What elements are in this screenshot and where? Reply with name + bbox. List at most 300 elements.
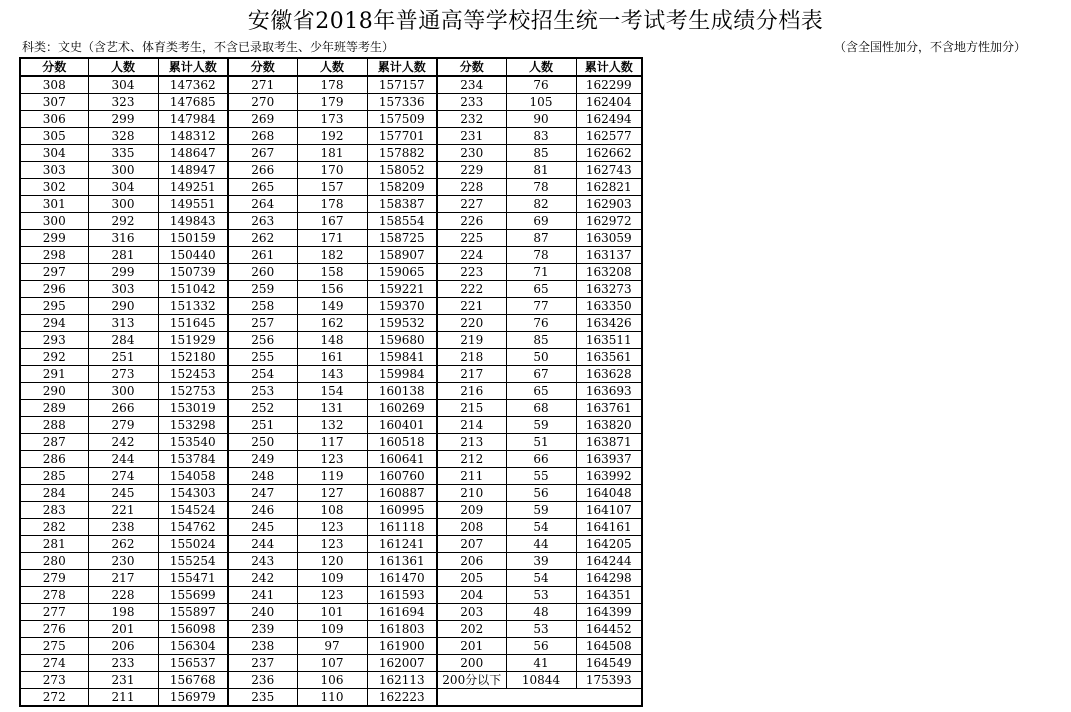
cell-cumulative: 149551 [158,196,228,213]
cell-count: 132 [297,417,367,434]
cell-cumulative: 147685 [158,94,228,111]
cell-cumulative: 155699 [158,587,228,604]
header-score: 分数 [437,58,506,76]
cell-cumulative: 149843 [158,213,228,230]
cell-count: 181 [297,145,367,162]
cell-count: 109 [297,570,367,587]
cell-cumulative: 162494 [576,111,642,128]
cell-score: 290 [20,383,88,400]
cell-score: 294 [20,315,88,332]
cell-score: 259 [228,281,297,298]
cell-count: 117 [297,434,367,451]
cell-count: 65 [506,383,576,400]
cell-cumulative: 163628 [576,366,642,383]
table-row [20,638,642,655]
table-body [20,76,642,706]
table-row [20,383,642,400]
table-row [20,349,642,366]
cell-score: 297 [20,264,88,281]
cell-count: 313 [88,315,158,332]
cell-count: 76 [506,76,576,94]
cell-count: 148 [297,332,367,349]
cell-cumulative: 158387 [367,196,437,213]
cell-cumulative: 156979 [158,689,228,707]
cell-count: 123 [297,519,367,536]
cell-score: 227 [437,196,506,213]
cell-cumulative: 163426 [576,315,642,332]
cell-cumulative: 161694 [367,604,437,621]
cell-cumulative: 156304 [158,638,228,655]
cell-cumulative: 161593 [367,587,437,604]
cell-count: 109 [297,621,367,638]
cell-score: 301 [20,196,88,213]
cell-count: 192 [297,128,367,145]
cell-cumulative: 152453 [158,366,228,383]
cell-count: 299 [88,264,158,281]
cell-cumulative: 162662 [576,145,642,162]
cell-count: 106 [297,672,367,689]
cell-cumulative: 159221 [367,281,437,298]
cell-cumulative: 156537 [158,655,228,672]
cell-score: 235 [228,689,297,707]
cell-score: 236 [228,672,297,689]
header-count: 人数 [506,58,576,76]
cell-cumulative: 154058 [158,468,228,485]
cell-count: 300 [88,383,158,400]
cell-count: 173 [297,111,367,128]
cell-count: 233 [88,655,158,672]
table-row [20,76,642,94]
cell-score: 296 [20,281,88,298]
cell-cumulative: 160269 [367,400,437,417]
cell-cumulative: 163350 [576,298,642,315]
cell-cumulative: 163059 [576,230,642,247]
cell-cumulative: 162743 [576,162,642,179]
cell-cumulative: 160641 [367,451,437,468]
cell-score: 245 [228,519,297,536]
cell-cumulative: 161470 [367,570,437,587]
cell-count: 304 [88,179,158,196]
cell-count: 44 [506,536,576,553]
cell-count: 123 [297,587,367,604]
cell-cumulative: 163561 [576,349,642,366]
empty-cell [437,689,506,707]
cell-count: 54 [506,570,576,587]
cell-cumulative: 163208 [576,264,642,281]
cell-score: 289 [20,400,88,417]
cell-count: 198 [88,604,158,621]
cell-score: 271 [228,76,297,94]
header-cumulative: 累计人数 [367,58,437,76]
cell-score: 277 [20,604,88,621]
cell-cumulative: 163820 [576,417,642,434]
cell-count: 178 [297,76,367,94]
cell-cumulative: 157509 [367,111,437,128]
cell-count: 54 [506,519,576,536]
cell-cumulative: 150159 [158,230,228,247]
header-score: 分数 [228,58,297,76]
table-row [20,519,642,536]
cell-cumulative: 162223 [367,689,437,707]
cell-cumulative: 160760 [367,468,437,485]
cell-cumulative: 157882 [367,145,437,162]
table-row [20,604,642,621]
cell-score: 247 [228,485,297,502]
cell-score: 260 [228,264,297,281]
cell-cumulative: 151929 [158,332,228,349]
cell-cumulative: 163937 [576,451,642,468]
header-count: 人数 [297,58,367,76]
empty-cell [506,689,576,707]
cell-score: 299 [20,230,88,247]
cell-score: 280 [20,553,88,570]
table-row [20,230,642,247]
cell-count: 81 [506,162,576,179]
cell-score: 275 [20,638,88,655]
cell-score: 216 [437,383,506,400]
cell-score: 282 [20,519,88,536]
cell-count: 101 [297,604,367,621]
cell-count: 170 [297,162,367,179]
cell-count: 119 [297,468,367,485]
cell-cumulative: 162972 [576,213,642,230]
table-row [20,400,642,417]
cell-cumulative: 162903 [576,196,642,213]
cell-cumulative: 162113 [367,672,437,689]
cell-cumulative: 154762 [158,519,228,536]
cell-cumulative: 152753 [158,383,228,400]
cell-cumulative: 164508 [576,638,642,655]
cell-score: 206 [437,553,506,570]
cell-cumulative: 164549 [576,655,642,672]
cell-count: 67 [506,366,576,383]
cell-score: 238 [228,638,297,655]
cell-count: 304 [88,76,158,94]
cell-count: 299 [88,111,158,128]
cell-cumulative: 164298 [576,570,642,587]
cell-cumulative: 164161 [576,519,642,536]
cell-count: 251 [88,349,158,366]
cell-score: 298 [20,247,88,264]
cell-score: 300 [20,213,88,230]
header-cumulative: 累计人数 [158,58,228,76]
cell-score: 253 [228,383,297,400]
cell-cumulative: 163511 [576,332,642,349]
cell-score: 237 [228,655,297,672]
table-row [20,417,642,434]
table-row [20,621,642,638]
header-count: 人数 [88,58,158,76]
cell-count: 157 [297,179,367,196]
cell-count: 107 [297,655,367,672]
cell-count: 51 [506,434,576,451]
cell-score: 225 [437,230,506,247]
cell-count: 65 [506,281,576,298]
cell-score: 283 [20,502,88,519]
cell-count: 290 [88,298,158,315]
cell-count: 161 [297,349,367,366]
cell-cumulative: 157701 [367,128,437,145]
cell-score: 274 [20,655,88,672]
cell-count: 97 [297,638,367,655]
cell-score: 272 [20,689,88,707]
cell-score: 207 [437,536,506,553]
cell-count: 323 [88,94,158,111]
cell-cumulative: 150739 [158,264,228,281]
cell-count: 59 [506,417,576,434]
cell-score: 226 [437,213,506,230]
table-row [20,298,642,315]
cell-score: 281 [20,536,88,553]
table-row [20,689,642,707]
cell-score: 205 [437,570,506,587]
cell-count: 123 [297,451,367,468]
cell-cumulative: 153784 [158,451,228,468]
cell-cumulative: 147362 [158,76,228,94]
cell-score: 224 [437,247,506,264]
cell-score: 285 [20,468,88,485]
cell-score: 239 [228,621,297,638]
cell-score: 214 [437,417,506,434]
cell-score: 200分以下 [437,672,506,689]
cell-cumulative: 162577 [576,128,642,145]
cell-score: 203 [437,604,506,621]
bonus-note: （含全国性加分，不含地方性加分） [833,40,1026,54]
cell-score: 254 [228,366,297,383]
cell-score: 288 [20,417,88,434]
cell-count: 171 [297,230,367,247]
cell-score: 287 [20,434,88,451]
cell-score: 306 [20,111,88,128]
cell-cumulative: 155254 [158,553,228,570]
cell-cumulative: 156768 [158,672,228,689]
cell-count: 300 [88,196,158,213]
page-title: 安徽省2018年普通高等学校招生统一考试考生成绩分档表 [247,9,824,34]
table-row [20,196,642,213]
cell-count: 39 [506,553,576,570]
cell-count: 273 [88,366,158,383]
cell-score: 303 [20,162,88,179]
cell-cumulative: 160887 [367,485,437,502]
table-row [20,502,642,519]
cell-score: 257 [228,315,297,332]
cell-count: 105 [506,94,576,111]
cell-count: 127 [297,485,367,502]
cell-score: 219 [437,332,506,349]
cell-count: 87 [506,230,576,247]
cell-count: 53 [506,587,576,604]
cell-count: 10844 [506,672,576,689]
cell-count: 55 [506,468,576,485]
cell-count: 90 [506,111,576,128]
table-row [20,162,642,179]
cell-count: 41 [506,655,576,672]
cell-score: 291 [20,366,88,383]
cell-count: 274 [88,468,158,485]
cell-score: 244 [228,536,297,553]
cell-score: 228 [437,179,506,196]
cell-count: 328 [88,128,158,145]
cell-score: 201 [437,638,506,655]
cell-cumulative: 150440 [158,247,228,264]
cell-count: 179 [297,94,367,111]
cell-score: 266 [228,162,297,179]
cell-score: 200 [437,655,506,672]
cell-score: 213 [437,434,506,451]
cell-score: 242 [228,570,297,587]
subject-category: 科类：文史（含艺术、体育类考生，不含已录取考生、少年班等考生） [22,40,395,54]
cell-count: 162 [297,315,367,332]
cell-cumulative: 159680 [367,332,437,349]
cell-score: 307 [20,94,88,111]
cell-cumulative: 163992 [576,468,642,485]
cell-cumulative: 158554 [367,213,437,230]
table-row [20,111,642,128]
cell-score: 261 [228,247,297,264]
table-row [20,451,642,468]
cell-score: 252 [228,400,297,417]
table-row [20,672,642,689]
cell-score: 284 [20,485,88,502]
cell-count: 85 [506,332,576,349]
cell-count: 77 [506,298,576,315]
cell-score: 251 [228,417,297,434]
cell-count: 156 [297,281,367,298]
cell-count: 108 [297,502,367,519]
cell-cumulative: 160138 [367,383,437,400]
cell-count: 244 [88,451,158,468]
cell-count: 262 [88,536,158,553]
cell-score: 273 [20,672,88,689]
cell-score: 212 [437,451,506,468]
cell-score: 262 [228,230,297,247]
cell-score: 276 [20,621,88,638]
cell-cumulative: 164048 [576,485,642,502]
cell-count: 303 [88,281,158,298]
cell-cumulative: 155471 [158,570,228,587]
cell-count: 292 [88,213,158,230]
cell-cumulative: 175393 [576,672,642,689]
cell-cumulative: 151042 [158,281,228,298]
cell-score: 222 [437,281,506,298]
cell-count: 284 [88,332,158,349]
cell-count: 238 [88,519,158,536]
cell-cumulative: 157157 [367,76,437,94]
cell-score: 233 [437,94,506,111]
cell-cumulative: 161241 [367,536,437,553]
cell-cumulative: 164351 [576,587,642,604]
cell-count: 78 [506,179,576,196]
cell-count: 66 [506,451,576,468]
cell-count: 217 [88,570,158,587]
cell-cumulative: 158209 [367,179,437,196]
table-row [20,94,642,111]
cell-cumulative: 161361 [367,553,437,570]
cell-count: 110 [297,689,367,707]
cell-cumulative: 155897 [158,604,228,621]
cell-cumulative: 159532 [367,315,437,332]
cell-score: 269 [228,111,297,128]
cell-cumulative: 163693 [576,383,642,400]
cell-cumulative: 158052 [367,162,437,179]
cell-count: 143 [297,366,367,383]
cell-cumulative: 158725 [367,230,437,247]
cell-cumulative: 155024 [158,536,228,553]
cell-count: 78 [506,247,576,264]
cell-score: 265 [228,179,297,196]
cell-score: 256 [228,332,297,349]
cell-cumulative: 162299 [576,76,642,94]
cell-count: 279 [88,417,158,434]
cell-score: 248 [228,468,297,485]
cell-cumulative: 161900 [367,638,437,655]
cell-count: 242 [88,434,158,451]
cell-cumulative: 154303 [158,485,228,502]
cell-score: 293 [20,332,88,349]
cell-count: 335 [88,145,158,162]
cell-count: 206 [88,638,158,655]
table-row [20,332,642,349]
cell-cumulative: 163137 [576,247,642,264]
cell-count: 68 [506,400,576,417]
table-row [20,655,642,672]
table-row [20,264,642,281]
cell-count: 123 [297,536,367,553]
cell-score: 234 [437,76,506,94]
cell-score: 295 [20,298,88,315]
table-row [20,553,642,570]
cell-cumulative: 148647 [158,145,228,162]
cell-cumulative: 163871 [576,434,642,451]
cell-count: 76 [506,315,576,332]
table-row [20,213,642,230]
cell-score: 292 [20,349,88,366]
cell-score: 302 [20,179,88,196]
cell-count: 56 [506,485,576,502]
cell-score: 308 [20,76,88,94]
cell-count: 182 [297,247,367,264]
table-row [20,128,642,145]
cell-count: 149 [297,298,367,315]
cell-score: 215 [437,400,506,417]
cell-score: 240 [228,604,297,621]
cell-count: 131 [297,400,367,417]
cell-score: 305 [20,128,88,145]
table-row [20,145,642,162]
cell-cumulative: 159841 [367,349,437,366]
cell-cumulative: 156098 [158,621,228,638]
cell-cumulative: 153298 [158,417,228,434]
cell-count: 228 [88,587,158,604]
cell-count: 50 [506,349,576,366]
cell-count: 69 [506,213,576,230]
cell-count: 154 [297,383,367,400]
cell-cumulative: 147984 [158,111,228,128]
cell-cumulative: 164205 [576,536,642,553]
cell-score: 249 [228,451,297,468]
cell-count: 300 [88,162,158,179]
table-row [20,434,642,451]
cell-cumulative: 164244 [576,553,642,570]
header-cumulative: 累计人数 [576,58,642,76]
cell-count: 221 [88,502,158,519]
cell-score: 250 [228,434,297,451]
cell-cumulative: 152180 [158,349,228,366]
cell-score: 278 [20,587,88,604]
cell-cumulative: 164399 [576,604,642,621]
cell-count: 48 [506,604,576,621]
cell-count: 83 [506,128,576,145]
